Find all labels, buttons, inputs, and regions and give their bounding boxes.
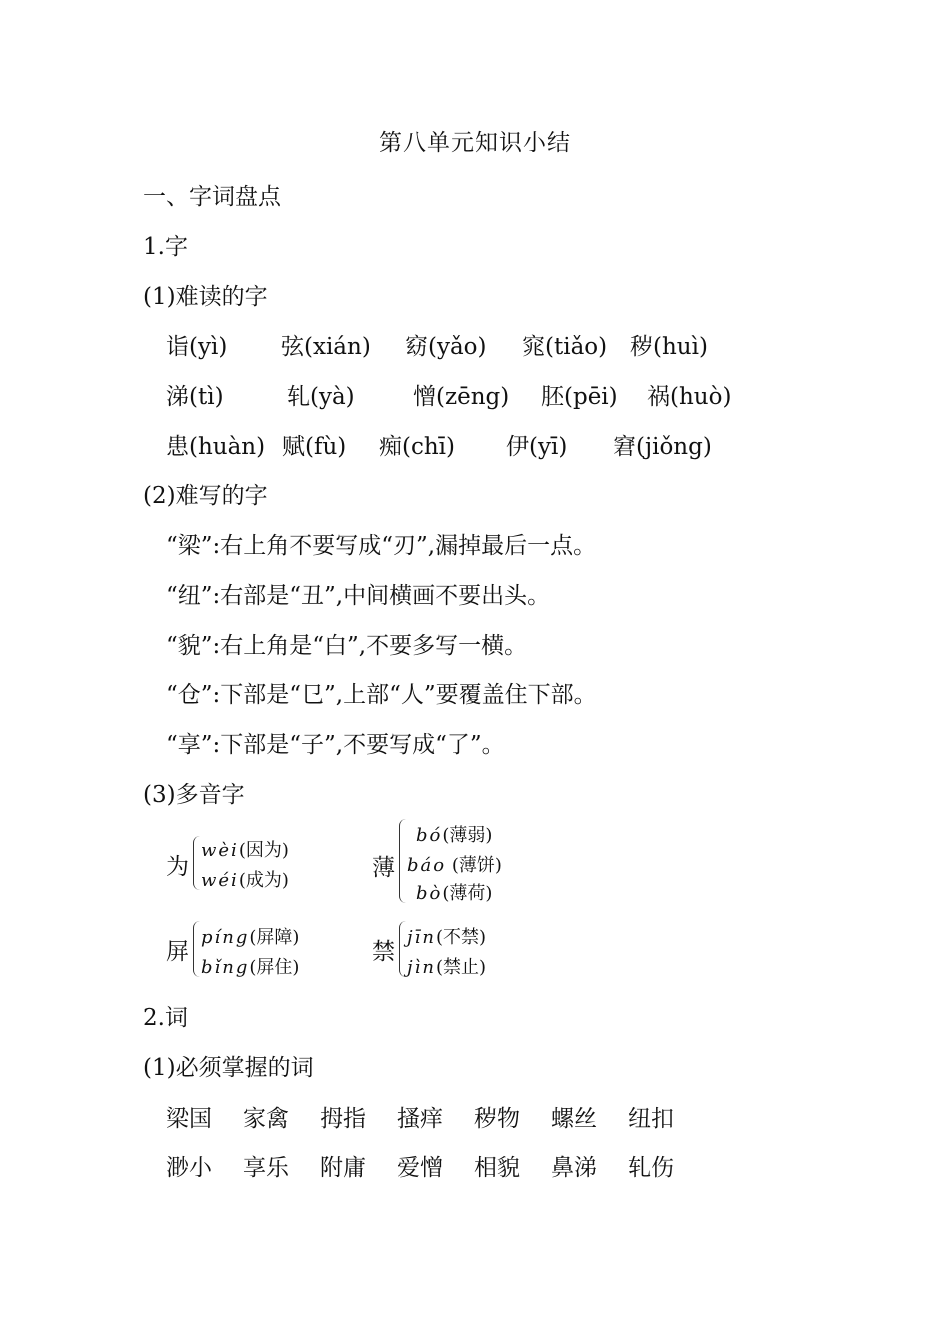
brace-mark [193, 921, 200, 977]
polyphone-reading: wéi(成为) [201, 870, 289, 891]
vocab-word: 爱憎 [397, 1155, 443, 1181]
page-title: 第八单元知识小结 [379, 130, 571, 156]
vocab-word: 相貌 [474, 1155, 520, 1181]
polyphone-group [372, 919, 532, 981]
vocab-word: 拇指 [320, 1106, 366, 1132]
hard-write-note: “仓”:下部是“㔾”,上部“人”要覆盖住下部。 [166, 682, 597, 708]
hard-read-item: 涕(tì) [166, 384, 224, 410]
polyphone-char: 为 [166, 854, 189, 880]
hard-read-item: 赋(fù) [282, 434, 347, 460]
polyphone-group [372, 815, 532, 907]
hard-read-item: 祸(huò) [647, 384, 732, 410]
hard-write-heading: (2)难写的字 [143, 483, 268, 509]
polyphone-reading: píng(屏障) [201, 927, 300, 948]
vocab-word: 附庸 [320, 1155, 366, 1181]
brace-mark [193, 836, 200, 890]
hard-read-item: 憎(zēng) [413, 384, 510, 410]
vocab-word: 家禽 [243, 1106, 289, 1132]
hard-read-item: 胚(pēi) [541, 384, 618, 410]
vocab-word: 搔痒 [397, 1106, 443, 1132]
polyphone-reading: jìn(禁止) [407, 957, 486, 978]
polyphone-group [166, 919, 336, 981]
hard-read-item: 窘(jiǒng) [613, 434, 712, 460]
polyphone-char: 薄 [372, 855, 395, 881]
vocab-word: 秽物 [474, 1106, 520, 1132]
hard-read-item: 轧(yà) [287, 384, 355, 410]
polyphone-char: 屏 [166, 939, 189, 965]
section-heading-words: 一、字词盘点 [143, 184, 281, 210]
subheading-vocabulary: 2.词 [143, 1005, 188, 1031]
hard-read-heading: (1)难读的字 [143, 284, 268, 310]
hard-read-item: 秽(huì) [630, 334, 708, 360]
vocab-word: 享乐 [243, 1155, 289, 1181]
hard-read-item: 诣(yì) [166, 334, 228, 360]
hard-write-note: “貌”:右上角是“白”,不要多写一横。 [166, 633, 528, 659]
word-row [166, 1100, 705, 1133]
hard-write-note: “纽”:右部是“丑”,中间横画不要出头。 [166, 583, 551, 609]
brace-mark [399, 819, 406, 903]
word-row [166, 1149, 705, 1182]
vocab-word: 鼻涕 [551, 1155, 597, 1181]
vocab-word: 轧伤 [628, 1155, 674, 1181]
vocab-word: 螺丝 [551, 1106, 597, 1132]
vocab-word: 渺小 [166, 1155, 212, 1181]
polyphone-reading: jīn(不禁) [407, 927, 486, 948]
polyphone-reading: báo (薄饼) [407, 855, 502, 876]
polyphone-reading: bǐng(屏住) [201, 957, 300, 978]
hard-read-item: 弦(xián) [281, 334, 371, 360]
hard-read-item: 伊(yī) [506, 434, 568, 460]
polyphone-reading: bó(薄弱) [416, 825, 493, 846]
subheading-characters: 1.字 [143, 234, 188, 260]
hard-read-item: 窈(yǎo) [405, 334, 487, 360]
vocab-word: 梁国 [166, 1106, 212, 1132]
must-know-heading: (1)必须掌握的词 [143, 1055, 314, 1081]
hard-write-note: “梁”:右上角不要写成“刃”,漏掉最后一点。 [166, 533, 597, 559]
polyphone-group [166, 832, 326, 894]
brace-mark [399, 921, 406, 977]
hard-read-item: 患(huàn) [166, 434, 266, 460]
hard-write-note: “享”:下部是“子”,不要写成“了”。 [166, 732, 505, 758]
vocab-word: 纽扣 [628, 1106, 674, 1132]
polyphone-reading: wèi(因为) [201, 840, 289, 861]
polyphone-heading: (3)多音字 [143, 782, 245, 808]
polyphone-reading: bò(薄荷) [416, 883, 493, 904]
hard-read-item: 痴(chī) [379, 434, 455, 460]
hard-read-item: 窕(tiǎo) [522, 334, 608, 360]
polyphone-char: 禁 [372, 939, 395, 965]
